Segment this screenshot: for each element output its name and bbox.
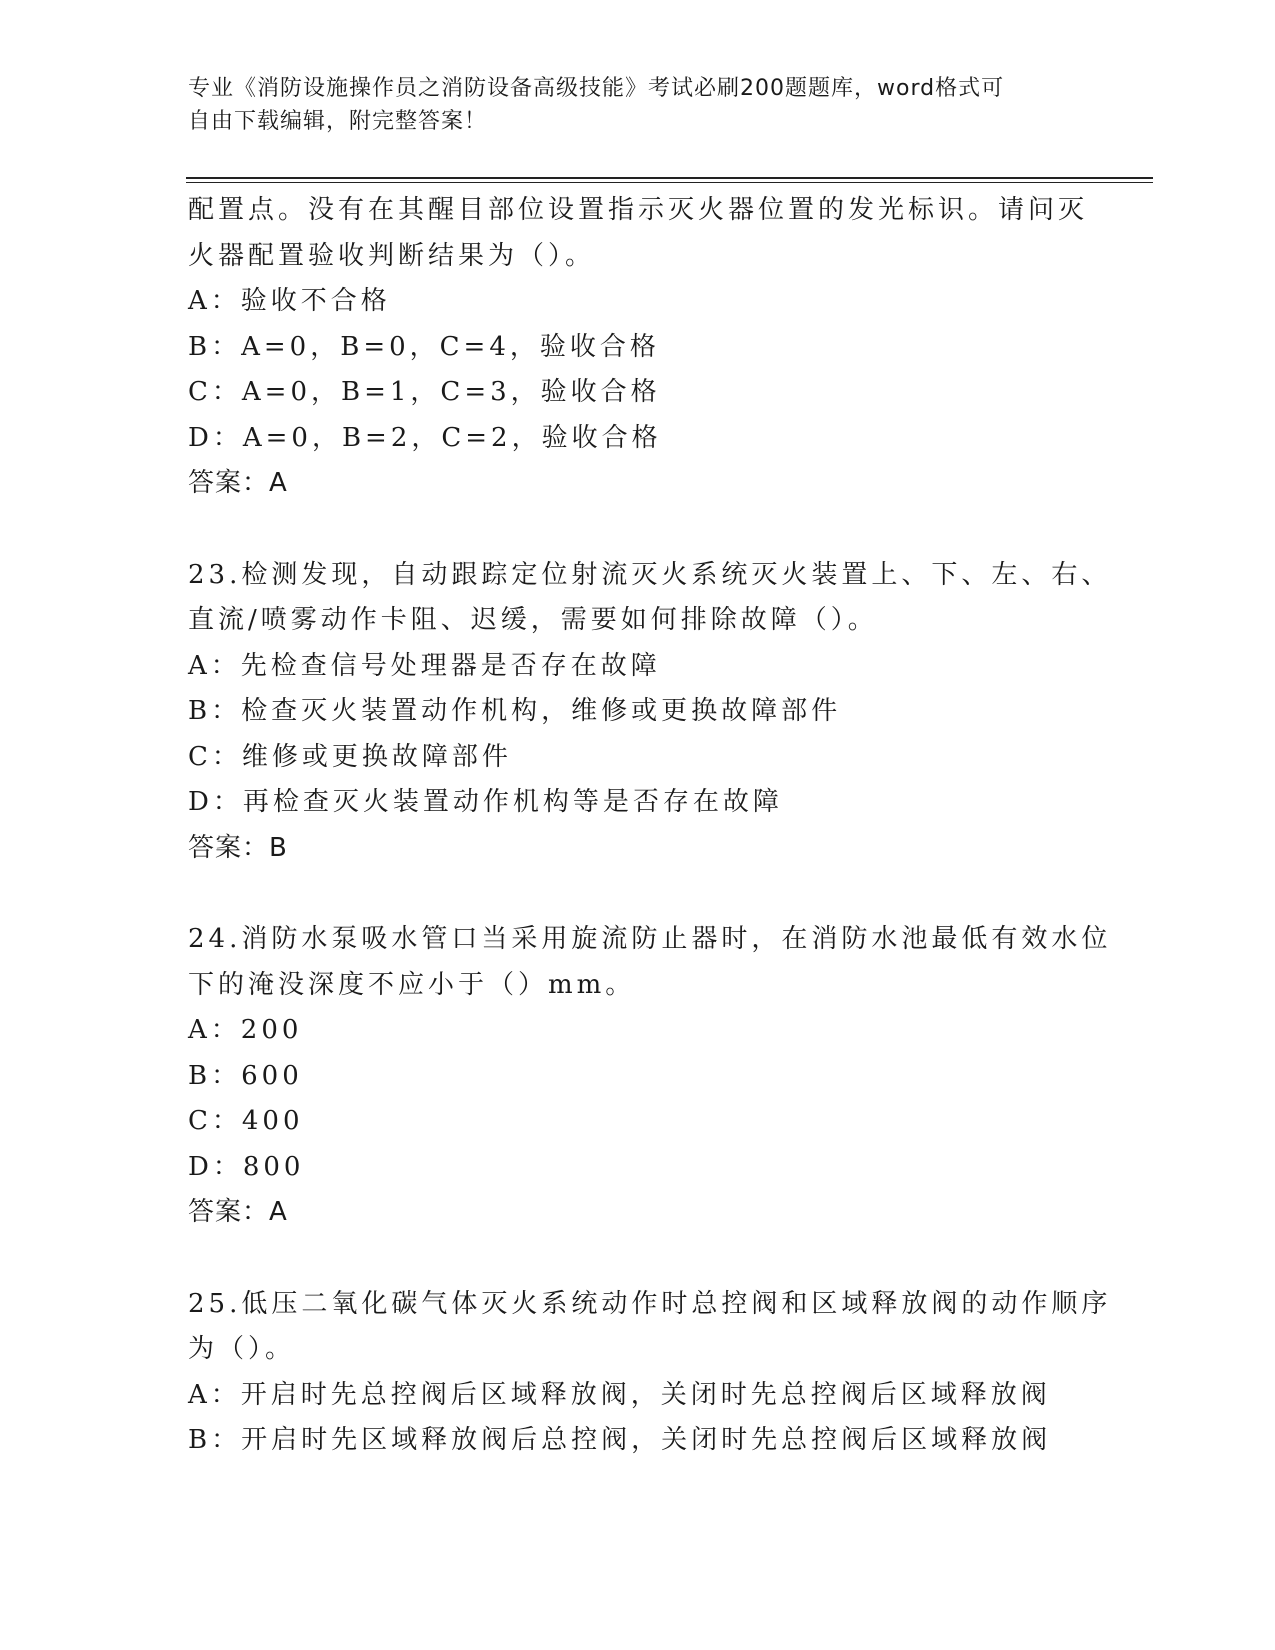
question-24	[188, 917, 1112, 1236]
question-text-line: 25.低压二氧化碳气体灭火系统动作时总控阀和区域释放阀的动作顺序	[188, 1288, 1112, 1319]
question-text-line: 下的淹没深度不应小于（）mm。	[188, 969, 636, 1000]
spacer	[188, 871, 1088, 917]
option-b: B：开启时先区域释放阀后总控阀，关闭时先总控阀后区域释放阀	[188, 1425, 1052, 1455]
option-a: A：先检查信号处理器是否存在故障	[188, 650, 661, 681]
option-d: D：A=0，B=2，C=2，验收合格	[188, 422, 662, 453]
option-a: A：200	[188, 1015, 303, 1045]
header-line-1: 专业《消防设施操作员之消防设备高级技能》考试必刷200题题库，word格式可	[188, 76, 1005, 101]
question-text-line: 火器配置验收判断结果为（）。	[188, 240, 596, 271]
question-text-line: 直流/喷雾动作卡阻、迟缓，需要如何排除故障（）。	[188, 605, 878, 635]
question-text-line: 配置点。没有在其醒目部位设置指示灭火器位置的发光标识。请问灭	[188, 195, 1089, 225]
option-d: D：800	[188, 1151, 305, 1182]
question-text-line: 为（）。	[188, 1334, 296, 1364]
option-d: D：再检查灭火装置动作机构等是否存在故障	[188, 787, 783, 817]
option-b: B：600	[188, 1060, 303, 1091]
document-body	[188, 188, 1112, 1464]
option-c: C：400	[188, 1106, 304, 1136]
question-22-continued	[188, 188, 1088, 507]
option-b: B：A=0，B=0，C=4，验收合格	[188, 331, 660, 362]
option-c: C：维修或更换故障部件	[188, 741, 512, 772]
spacer	[188, 507, 1088, 553]
spacer	[188, 1236, 1088, 1282]
answer-line: 答案：A	[188, 468, 288, 498]
question-text-line: 24.消防水泵吸水管口当采用旋流防止器时，在消防水池最低有效水位	[188, 924, 1112, 954]
answer-line: 答案：A	[188, 1197, 288, 1227]
document-header	[188, 72, 1088, 138]
question-23	[188, 553, 1112, 872]
answer-line: 答案：B	[188, 832, 288, 863]
header-rule-thin	[186, 182, 1153, 183]
option-a: A：开启时先总控阀后区域释放阀，关闭时先总控阀后区域释放阀	[188, 1379, 1051, 1410]
header-rule-thick	[186, 177, 1153, 179]
option-b: B：检查灭火装置动作机构，维修或更换故障部件	[188, 696, 842, 726]
option-c: C：A=0，B=1，C=3，验收合格	[188, 377, 661, 407]
option-a: A：验收不合格	[188, 286, 391, 316]
question-25	[188, 1282, 1112, 1464]
question-text-line: 23.检测发现，自动跟踪定位射流灭火系统灭火装置上、下、左、右、	[188, 559, 1112, 590]
header-line-2: 自由下载编辑，附完整答案！	[188, 109, 488, 134]
